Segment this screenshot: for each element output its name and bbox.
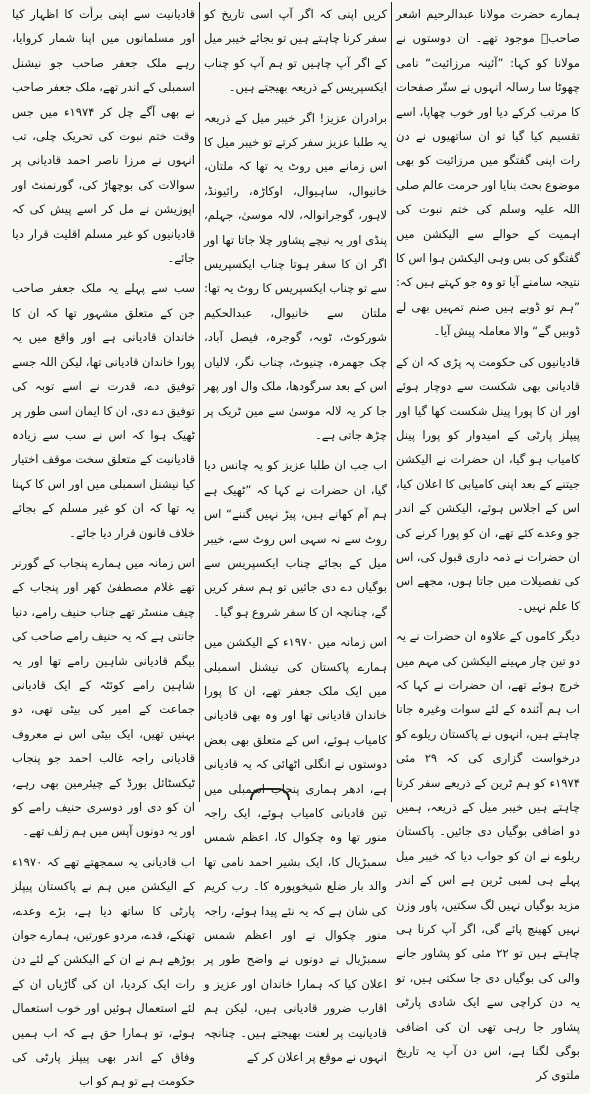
paragraph: دیگر کاموں کے علاوہ ان حضرات نے یہ دو تین چار مہینے الیکشن کی مہم میں خرچ ہوئے تھے، ان حضرات نے کہا کہ اب ہم آئندہ کے لئے سوات وغیرہ جانا چاہتے ہیں، انہوں نے پاکستان ریلوے کو درخواست گزاری کی کہ ۲۹ مئی ۱۹۷۴ء کو ہم ٹرین کے ذریعے سفر کرنا چاہتے ہیں خیبر میل کے ذریعہ، ہمیں دو اضافی بوگیاں دی جائیں۔ پاکستان ریلوے نے ان کو جواب دیا کہ خیبر میل پہلے ہی لمبی ٹرین ہے اس کے اندر مزید بوگیاں نہیں لگ سکتیں، پاور وزن نہیں کھینچ پائے گی، اگر آپ کرنا ہی چاہتے ہیں تو ۲۲ مئی کو پشاور جانے والی کی بوگیاں دی جا سکتی ہیں، تو یہ دن کراچی سے ایک شادی پارٹی پشاور جا رہی تھی ان کی اضافی بوگی لگنا ہے، اس دن آپ یہ تاریخ ملتوی کر [396,629,580,1083]
paragraph: کریں اپنی کہ اگر آپ اسی تاریخ کو سفر کرنا چاہتے ہیں تو بجائے خیبر میل کے اگر آپ چاہیں تو ہم آپ کو چناب ایکسپریس کے ذریعہ بھیجتے ہیں۔ [204,7,387,95]
paragraph: اس زمانہ میں ۱۹۷۰ء کے الیکشن میں ہمارے پاکستان کی نیشنل اسمبلی میں ایک ملک جعفر تھے، ان کا پورا خاندان قادیانی تھا اور وہ بھی قادیانی کامیاب ہوئے، اس کے متعلق بھی بعض دوستوں نے انگلی اٹھائی کہ یہ قادیانی ہے، ادھر ہماری پنجاب اسمبلی میں تین قادیانی کامیاب ہوئے، ایک راجہ منور تھا وہ چکوال کا، اعظم شمس سمبڑیال کا، ایک بشیر احمد نامی تھا والد بار ضلع شیخوپورہ کا۔ رب کریم کی شان ہے کہ یہ نئے پیدا ہوئے، راجہ منور چکوال نے اور اعظم شمس سمبڑیال نے دونوں نے واضح طور پر اعلان کیا کہ ہمارا خاندان اور عزیز و اقارب ضرور قادیانی ہیں، لیکن ہم قادیانیت پر لعنت بھیجتے ہیں۔ چنانچہ انہوں نے موقع پر اعلان کر کے [204,635,387,1065]
column-right [392,2,584,1083]
paragraph: برادران عزیز! اگر خیبر میل کے ذریعہ یہ طلبا عزیز سفر کرتے تو خیبر میل کا اس زمانے میں روٹ یہ تھا کہ ملتان، خانیوال، ساہیوال، اوکاڑہ، رائیونڈ، لاہور، گوجرانوالہ، لالہ موسیٰ، جہلم، پنڈی اور یہ نیچے پشاور چلا جاتا تھا اور اگر ان کا سفر ہوتا چناب ایکسپریس سے تو چناب ایکسپریس کا روٹ یہ تھا: ملتان سے خانیوال، عبدالحکیم شورکوٹ، ٹوبہ، گوجرہ، فیصل آباد، چک جھمرہ، چنیوٹ، چناب نگر، لالیاں اس کے بعد سرگودھا، ملک وال اور پھر جا کر یہ لالہ موسیٰ سے مین ٹریک پر چڑھ جاتی ہے۔ [204,110,387,442]
page-ornament [250,788,290,800]
paragraph: قادیانیوں کی حکومت پہ پڑی کہ ان کے قادیانی بھی شکست سے دوچار ہوئے اور ان کا پورا پینل شکست کھا گیا اور پیپلز پارٹی کے امیدوار کو پورا پینل کامیاب ہو گیا، ان حضرات نے الیکشن جیتنے کے بعد اپنی کامیابی کا اعلان کیا، اس کے اجلاس ہوئے، الیکشن کے اندر جو وعدے کئے تھے، ان کو پورا کرنے کی ان حضرات نے ذمہ داری قبول کی، اس کی تفصیلات میں جاتا ہوں، مجھے اس کا علم نہیں۔ [396,354,580,613]
paragraph: قادیانیت سے اپنی برأت کا اظہار کیا اور مسلمانوں میں اپنا شمار کروایا، رہے ملک جعفر صاحب جو نیشنل اسمبلی کے اندر تھے، ملک جعفر صاحب نے بھی آگے چل کر ۱۹۷۴ء میں جس وقت ختم نبوت کی تحریک چلی، تب انہوں نے مرزا ناصر احمد قادیانی پر سوالات کی بوچھاڑ کی، گورنمنٹ اور اپوزیشن نے مل کر اسے پیش کی کہ قادیانیوں کو غیر مسلم اقلیت قرار دیا جائے۔ [12,7,196,266]
paragraph: سب سے پہلے یہ ملک جعفر صاحب جن کے متعلق مشہور تھا کہ ان کا خاندان قادیانی ہے اور واقع میں یہ پورا خاندان قادیانی تھا، لیکن اللہ جسے توفیق دے، قدرت نے اسے توبہ کی توفیق دے دی، ان کا ایمان اسی طور پر ٹھیک ہوا کہ اس نے سب سے زیادہ قادیانیت کے متعلق سخت موقف اختیار کیا نیشنل اسمبلی میں اور اس کا کہنا یہ تھا کہ ان کو غیر مسلم کے بجائے خلاف قانون قرار دیا جائے۔ [12,281,195,540]
paragraph: اب قادیانی یہ سمجھتے تھے کہ ۱۹۷۰ء کے الیکشن میں ہم نے پاکستان پیپلز پارٹی کا ساتھ دیا ہے، بڑے وعدے، تھنکے، قدے، مردو عورتیں، ہمارے جوان بوڑھے ہم نے ان کے الیکشن کے لئے دن رات ایک کردیا، ان کی گاڑیاں ان کے لئے استعمال ہوئیں اور خوب استعمال ہوئے، تو ہمارا حق ہے کہ اب ہمیں وفاق کے اندر بھی پیپلز پارٹی کی حکومت ہے تو ہم کو اب [12,854,195,1089]
paragraph: اب جب ان طلبا عزیز کو یہ چانس دیا گیا، ان حضرات نے کہا کہ ”ٹھیک ہے ہم آم کھانے ہیں، پیڑ نہیں گننے“ اس روٹ سے نہ سہی اس روٹ سے، خیبر میل کے بجائے چناب ایکسپریس سے بوگیاں دے دی جائیں تو ہم سفر کریں گے، چنانچہ ان کا سفر شروع ہو گیا۔ [204,458,387,619]
paragraph: ہمارے حضرت مولانا عبدالرحیم اشعر صاحبؒ موجود تھے۔ ان دوستوں نے مولانا کو کہا: ”آئینہ مرزائیت“ نامی چھوٹا سا رسالہ انہوں نے ستّر صفحات کا مرتب کرکے دیا اور خوب چھاپا، اسے تقسیم کیا گیا تو ان ساتھیوں نے دن رات اپنی گفتگو میں مرزائیت کو بھی موضوع بحث بنایا اور حرمت عالم صلی اللہ علیہ وسلم کی ختم نبوت کی اہمیت کے حوالے سے الیکشن میں گفتگو کی بس وہی الیکشن ہوا اس کا نتیجہ سامنے آیا تو وہ جو کہتے ہیں کہ: ”ہم تو ڈوبے ہیں صنم تمہیں بھی لے ڈوبیں گے“ والا معاملہ پیش آیا۔ [396,7,580,339]
paragraph: اس زمانہ میں ہمارے پنجاب کے گورنر تھے غلام مصطفیٰ کھر اور پنجاب کے چیف منسٹر تھے جناب حنیف رامے، دنیا جانتی ہے کہ یہ حنیف رامے صاحب کی بیگم قادیانی شاہین رامے تھا اور یہ شاہین رامے کوئٹہ کے ایک قادیانی جماعت کے امیر کی بیٹی تھی، دو بہنیں تھیں، ایک بیٹی اس نے معروف قادیانی راجہ غالب احمد جو پنجاب ٹیکسٹائل بورڈ کے چیئرمین بھی رہے، ان کو دی اور دوسری حنیف رامے کو اور یہ دونوں آپس میں ہم زلف تھے۔ [12,555,195,839]
column-middle [200,2,392,1065]
column-left [8,2,200,1089]
